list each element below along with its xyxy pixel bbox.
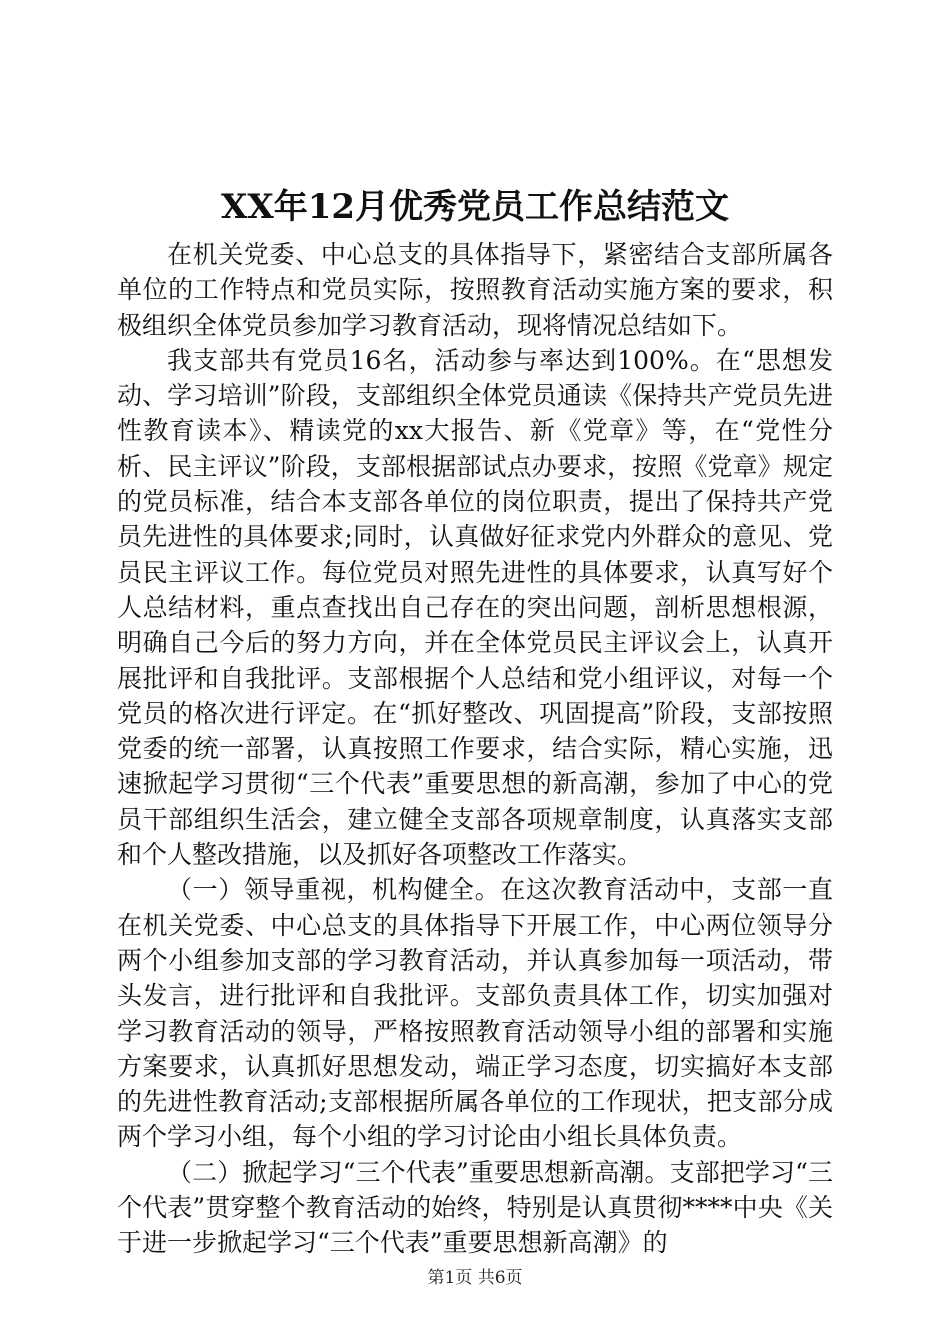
paragraph-section-1: （一）领导重视，机构健全。在这次教育活动中，支部一直在机关党委、中心总支的具体指导下开展工作，中心两位领导分两个小组参加支部的学习教育活动，并认真参加每一项活动，带头发言，进行批评和自我批评。支部负责具体工作，切实加强对学习教育活动的领导，严格按照教育活动领导小组的部署和实施方案要求，认真抓好思想发动，端正学习态度，切实搞好本支部的先进性教育活动;支部根据所属各单位的工作现状，把支部分成两个学习小组，每个小组的学习讨论由小组长具体负责。	[117, 875, 833, 1152]
document-title: XX年12月优秀党员工作总结范文	[220, 187, 730, 227]
paragraph-section-2: （二）掀起学习“三个代表”重要思想新高潮。支部把学习“三个代表”贯穿整个教育活动的始终，特别是认真贯彻****中央《关于进一步掀起学习“三个代表”重要思想新高潮》的	[117, 1157, 833, 1258]
paragraph-overview: 我支部共有党员16名，活动参与率达到100%。在“思想发动、学习培训”阶段，支部组织全体党员通读《保持共产党员先进性教育读本》、精读党的xx大报告、新《党章》等，在“党性分析、民主评议”阶段，支部根据部试点办要求，按照《党章》规定的党员标准，结合本支部各单位的岗位职责，提出了保持共产党员先进性的具体要求;同时，认真做好征求党内外群众的意见、党员民主评议工作。每位党员对照先进性的具体要求，认真写好个人总结材料，重点查找出自己存在的突出问题，剖析思想根源，明确自己今后的努力方向，并在全体党员民主评议会上，认真开展批评和自我批评。支部根据个人总结和党小组评议，对每一个党员的格次进行评定。在“抓好整改、巩固提高”阶段，支部按照党委的统一部署，认真按照工作要求，结合实际，精心实施，迅速掀起学习贯彻“三个代表”重要思想的新高潮，参加了中心的党员干部组织生活会，建立健全支部各项规章制度，认真落实支部和个人整改措施，以及抓好各项整改工作落实。	[117, 345, 833, 870]
page-number-footer: 第1页 共6页	[427, 1268, 523, 1288]
paragraph-intro: 在机关党委、中心总支的具体指导下，紧密结合支部所属各单位的工作特点和党员实际，按照教育活动实施方案的要求，积极组织全体党员参加学习教育活动，现将情况总结如下。	[117, 240, 833, 340]
document-body	[117, 237, 833, 1261]
